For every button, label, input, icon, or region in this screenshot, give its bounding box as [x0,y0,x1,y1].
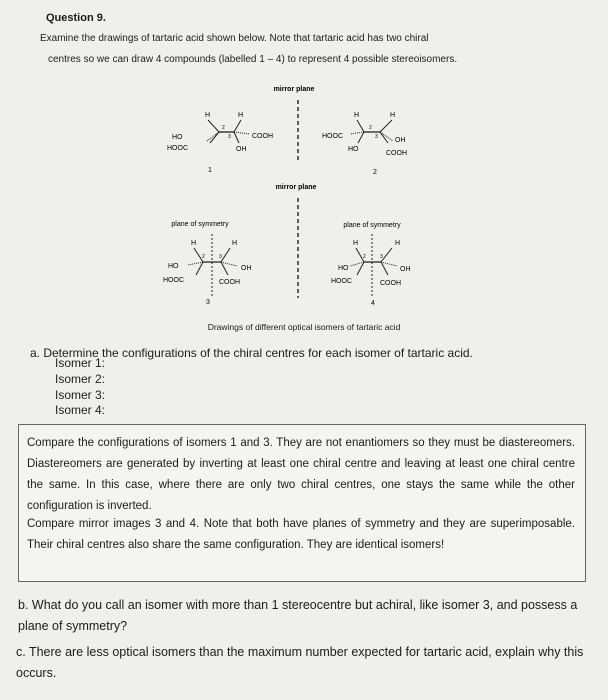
isomer-1-structure [167,112,273,174]
isomer-1-h-left: H [205,112,211,119]
diagram-caption: Drawings of different optical isomers of tartaric acid [207,322,401,332]
isomer-4-answer-label: Isomer 4: [55,403,106,417]
isomer-3-oh: OH [241,265,252,272]
isomer-3-hooc: HOOC [163,277,184,284]
isomer-1-label: 1 [208,167,212,174]
isomer-3-cooh: COOH [219,279,240,286]
isomer-4-h-right: H [395,240,401,247]
isomer-3-ho: HO [168,263,179,270]
isomer-4-structure [331,222,411,307]
isomer-2-hooc: HOOC [322,133,343,140]
isomer-2-c2: 2 [369,125,372,131]
isomer-2-h-right: H [390,112,396,119]
isomer-4-ho: HO [338,265,349,272]
isomer-1-answer-label: Isomer 1: [55,356,106,370]
question-a: a. Determine the configurations of the chiral centres for each isomer of tartaric acid. [30,346,473,360]
explanation-paragraph-1: Compare the configurations of isomers 1 and 3. They are not enantiomers so they must be diastereomers. Diastereomers are generated by inverting at least one chiral centre and leaving at least one chiral centre the same. In this case, where there are only two chiral centres, one stays the same while the other configuration is inverted. [27,437,575,512]
isomer-1-hooc: HOOC [167,145,188,152]
isomer-2-structure [322,112,407,176]
isomer-2-ho: HO [348,146,359,153]
isomer-1-oh: OH [236,146,247,153]
isomer-3-answer-label: Isomer 3: [55,388,106,402]
isomer-2-label: 2 [373,169,377,176]
mirror-plane-label-top: mirror plane [273,86,315,93]
intro-line-1: Examine the drawings of tartaric acid shown below. Note that tartaric acid has two chiral [40,33,429,44]
isomer-2-oh: OH [395,137,406,144]
isomer-3-structure [163,221,252,306]
explanation-box [18,424,586,582]
isomer-2-cooh: COOH [386,150,407,157]
isomer-3-h-right: H [232,240,238,247]
isomer-2-answer-label: Isomer 2: [55,372,106,386]
intro-line-2: centres so we can draw 4 compounds (labelled 1 – 4) to represent 4 possible stereoisomers. [48,54,458,65]
tartaric-acid-isomers-diagram [0,0,608,330]
isomer-2-c3: 3 [375,134,378,140]
isomer-3-label: 3 [206,299,210,306]
question-b: b. What do you call an isomer with more than 1 stereocentre but achiral, like isomer 3, and possess a plane of symmetry? [18,598,578,633]
isomer-3-c3: 3 [219,254,222,260]
isomer-4-h-left: H [353,240,359,247]
isomer-2-h-left: H [354,112,360,119]
isomer-1-h-right: H [238,112,244,119]
isomer-1-c3: 3 [228,134,231,140]
question-title: Question 9. [46,12,106,24]
isomer-3-h-left: H [191,240,197,247]
isomer-4-hooc: HOOC [331,278,352,285]
isomer-4-cooh: COOH [380,280,401,287]
mirror-plane-label-bottom: mirror plane [275,184,317,191]
isomer-3-plane-of-symmetry-label: plane of symmetry [171,221,229,228]
isomer-4-c2: 2 [363,254,366,260]
isomer-3-c2: 2 [202,254,205,260]
isomer-1-cooh: COOH [252,133,273,140]
isomer-1-c2: 2 [222,125,225,131]
explanation-paragraph-2: Compare mirror images 3 and 4. Note that both have planes of symmetry and they are superimposable. Their chiral centres also share the same configuration. They are identical isomers! [27,518,575,551]
isomer-4-oh: OH [400,266,411,273]
isomer-4-label: 4 [371,300,375,307]
question-c: c. There are less optical isomers than the maximum number expected for tartaric acid, explain why this occurs. [16,645,584,680]
isomer-4-plane-of-symmetry-label: plane of symmetry [343,222,401,229]
isomer-1-ho: HO [172,134,183,141]
isomer-4-c3: 3 [380,254,383,260]
